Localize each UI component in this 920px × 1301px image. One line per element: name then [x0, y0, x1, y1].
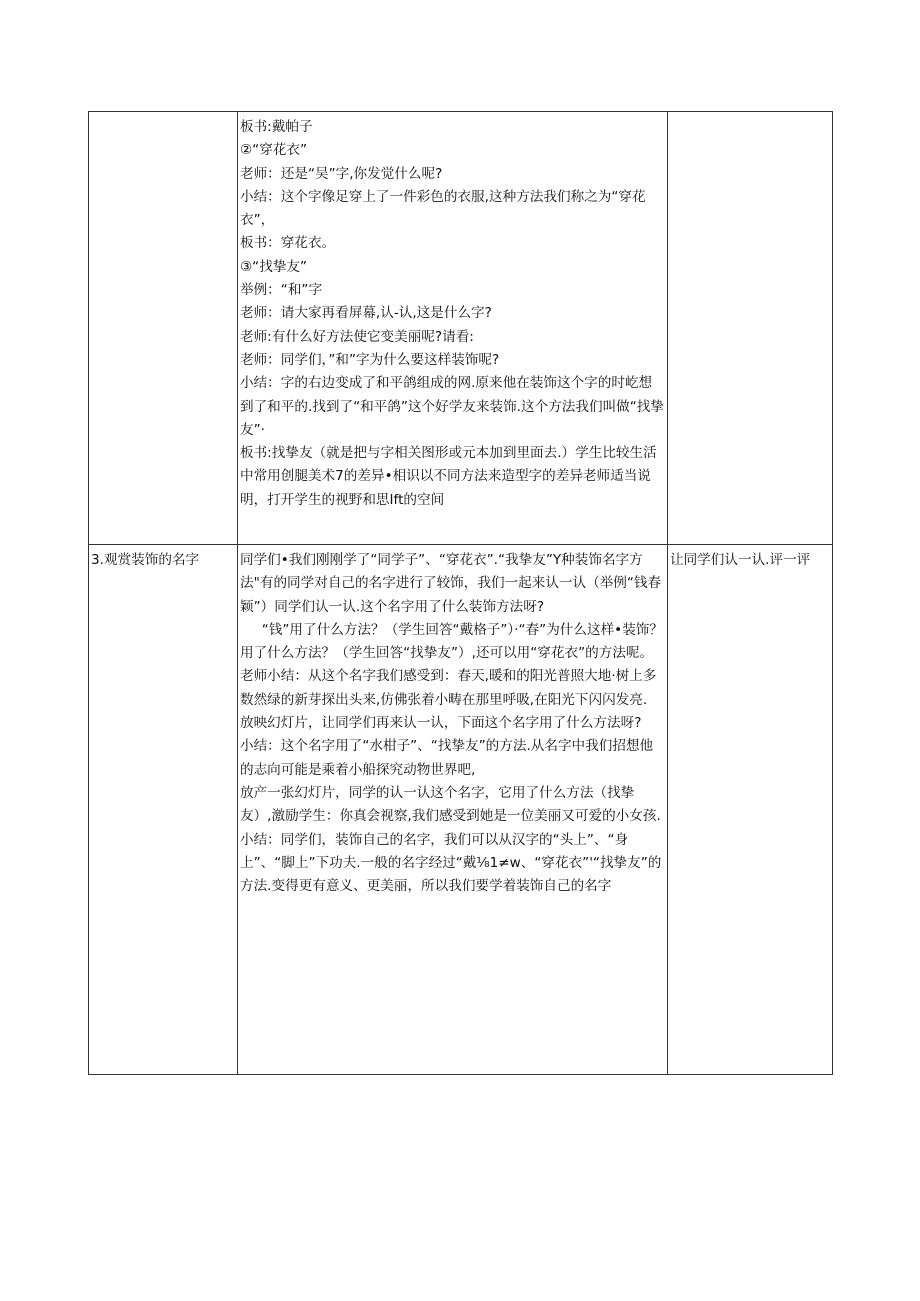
content-line: “钱”用了什么方法？（学生回答“戴格子”）·“春”为什么这样•装饰？用了什么方法？（学生回答“找挚友”）,还可以用“穿花衣”的方法呢。	[240, 621, 663, 662]
content-line: 老师:有什么好方法使它变美丽呢?请看:	[240, 328, 474, 345]
stage-cell	[89, 112, 238, 545]
content-cell	[238, 545, 668, 1075]
content-cell	[238, 112, 668, 545]
content-line: 板书:戴帕子	[240, 119, 313, 135]
content-line: 放产一张幻灯片，同学的认一认这个名字，它用了什么方法（找挚友）,激励学生：你真会视察,我们感受到她是一位美丽又可爱的小女孩.	[240, 784, 661, 825]
content-line: ②“穿花衣”	[240, 142, 308, 159]
content-line: 板书:找挚友（就是把与字相关图形或元本加到里面去.）学生比较生活中常用创腿美术7的差异•相识以不同方法来造型字的差异老师适当说明，打开学生的视野和思Ift的空间	[240, 445, 657, 508]
content-line: 老师：同学们，”和”字为什么要这样装饰呢?	[240, 351, 500, 368]
content-line: ③“找挚友”	[240, 258, 308, 275]
content-line: 放映幻灯片，让同学们再来认一认，下面这个名字用了什么方法呀?	[240, 715, 642, 732]
content-line: 小结：同学们，装饰自己的名字，我们可以从汉字的“头上”、“身上”、“脚上”下功夫.一般的名字经过“戴⅛1≠w、“穿花衣”'“找挚友”的方法.变得更有意义、更美丽，所以我们要学着装饰自己的名字	[240, 831, 662, 895]
content-line: 老师：还是“吴”字,你发觉什么呢?	[240, 165, 443, 182]
note-cell: 让同学们认一认.评一评	[668, 545, 833, 1075]
content-line: 小结：这个字像足穿上了一件彩色的衣服,这种方法我们称之为“穿花衣”，	[240, 188, 646, 229]
content-line: 同学们•我们刚刚学了“同学子”、“穿花衣”.“我挚友”Y种装饰名字方法"有的同学对自己的名字进行了较饰，我们一起来认一认（举例“钱春颖”）同学们认一认.这个名字用了什么装饰方法呀?	[240, 552, 662, 615]
stage-cell: 3.观赏装饰的名字	[89, 545, 238, 1075]
table-row	[89, 545, 833, 1075]
content-line: 老师小结：从这个名字我们感受到：春天,暖和的阳光普照大地·树上多数然绿的新芽探出头来,仿佛张着小畴在那里呼吸,在阳光下闪闪发亮.	[240, 668, 657, 708]
content-line: 板书：穿花衣。	[240, 235, 336, 252]
content-line: 老师：请大家再看屏幕,认-认,这是什么字?	[240, 305, 492, 322]
content-line: 小结：字的右边变成了和平鸽组成的网.原来他在装饰这个字的时屹想到了和平的.找到了“和平鸽”这个好学友来装饰.这个方法我们叫做“找挚友”·	[240, 375, 664, 438]
lesson-plan-table	[88, 111, 833, 1075]
table-row	[89, 112, 833, 545]
content-line: 小结：这个名字用了“水柑子”、“找挚友”的方法.从名字中我们招想他的志向可能是乘着小船探究动物世界吧,	[240, 738, 654, 778]
content-line: 举例：“和”字	[240, 282, 323, 299]
note-cell	[668, 112, 833, 545]
